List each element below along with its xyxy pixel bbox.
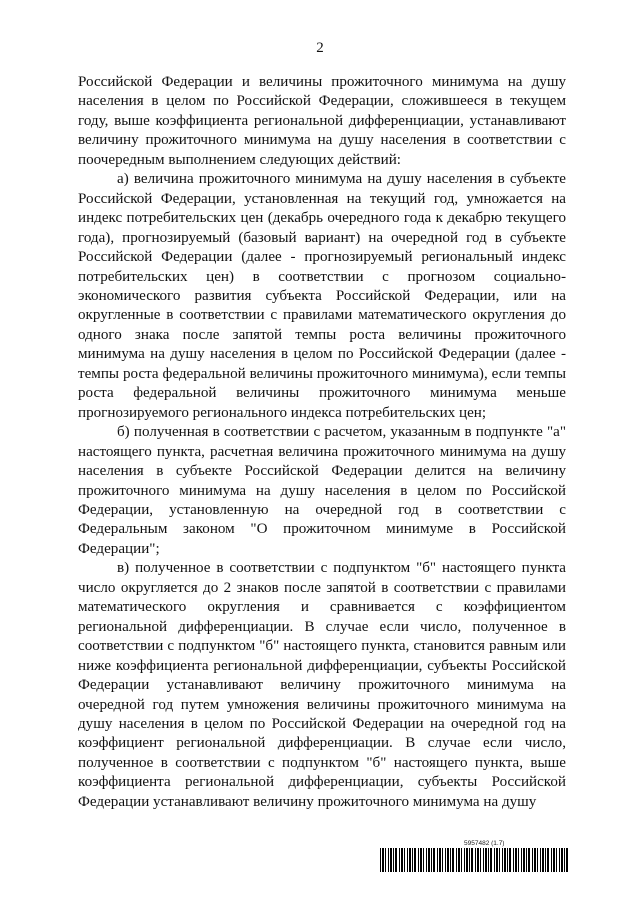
paragraph-item-v: в) полученное в соответствии с подпунктом "б" настоящего пункта число округляется до 2 знаков после запятой в соответствии с правилами математического округления и сравнивается с коэффициентом региональной дифференциации. В случае если число, полученное в соответствии с подпунктом "б" настоящего пункта, становится равным или ниже коэффициента региональной дифференциации, субъекты Российской Федерации устанавливают величину прожиточного минимума на очередной год путем умножения величины прожиточного минимума на душу населения в целом по Российской Федерации на очередной год на коэффициент региональной дифференциации. В случае если число, полученное в соответствии с подпунктом "б" настоящего пункта, выше коэффициента региональной дифференциации, субъекты Российской Федерации устанавливают величину прожиточного минимума на душу — [78, 560, 566, 810]
barcode-image — [380, 848, 570, 872]
paragraph-continuation: Российской Федерации и величины прожиточного минимума на душу населения в целом по Российской Федерации, сложившееся в текущем году, выше коэффициента региональной дифференциации, устанавливают величину прожиточного минимума на душу населения в соответствии с поочередным выполнением следующих действий: — [78, 74, 566, 168]
paragraph-item-a: а) величина прожиточного минимума на душу населения в субъекте Российской Федерации, установленная на текущий год, умножается на индекс потребительских цен (декабрь очередного года к декабрю текущего года), прогнозируемый (базовый вариант) на очередной год в субъекте Российской Федерации (далее - прогнозируемый региональный индекс потребительских цен) в соответствии с прогнозом социально-экономического развития субъекта Российской Федерации, или на округленные в соответствии с правилами математического округления до одного знака после запятой темпы роста величины прожиточного минимума на душу населения в целом по Российской Федерации (далее - темпы роста федеральной величины прожиточного минимума), если темпы роста федеральной величины прожиточного минимума меньше прогнозируемого регионального индекса потребительских цен; — [78, 171, 566, 421]
page-number: 2 — [316, 40, 324, 56]
body-text — [78, 73, 566, 812]
paragraph-item-b: б) полученная в соответствии с расчетом, указанным в подпункте "а" настоящего пункта, расчетная величина прожиточного минимума на душу населения в субъекте Российской Федерации делится на величину прожиточного минимума на душу населения в целом по Российской Федерации, установленную на очередной год в соответствии с Федеральным законом "О прожиточном минимуме в Российской Федерации"; — [78, 424, 566, 557]
document-stamp — [380, 840, 570, 874]
document-code: 5957482 (1.7) — [464, 840, 505, 847]
